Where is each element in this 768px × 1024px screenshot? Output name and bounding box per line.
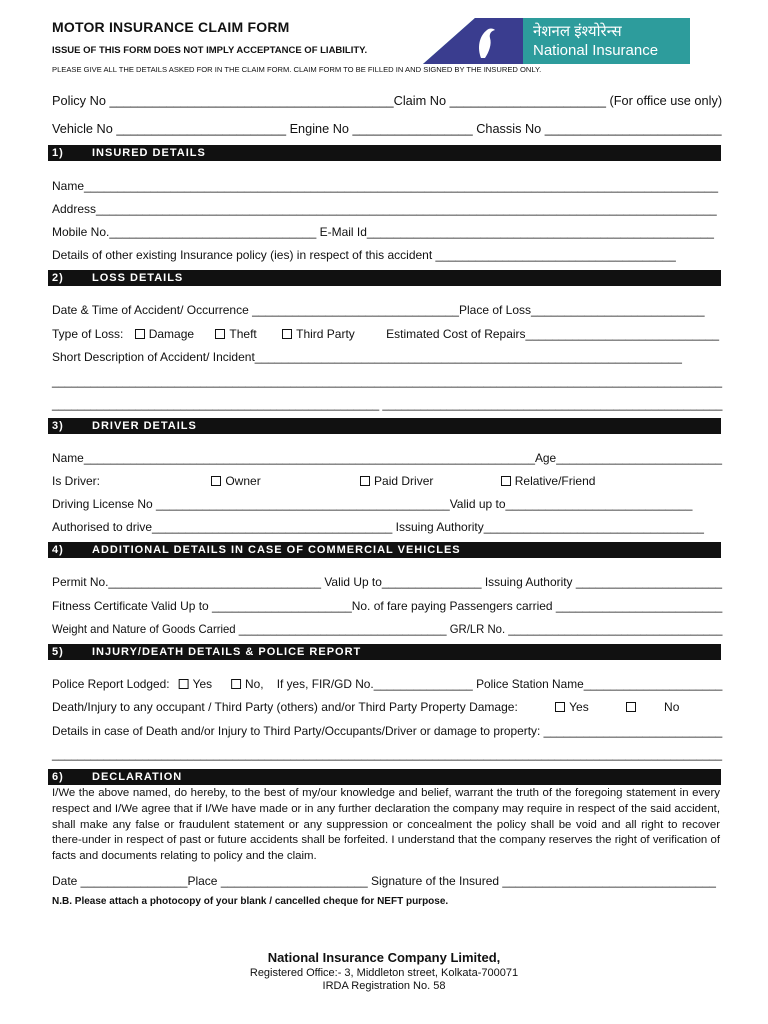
section-number: 5) — [52, 646, 64, 658]
company-logo — [423, 18, 690, 64]
accident-description-field[interactable]: Short Description of Accident/ Incident________________________________________________________________ — [52, 350, 682, 364]
third-party-checkbox[interactable] — [282, 329, 292, 339]
damage-checkbox[interactable] — [135, 329, 145, 339]
section-insured-details — [48, 145, 721, 161]
third-party-label: Third Party — [296, 327, 355, 341]
liability-notice: ISSUE OF THIS FORM DOES NOT IMPLY ACCEPTANCE OF LIABILITY. — [52, 45, 368, 56]
permit-field[interactable]: Permit No.________________________________ Valid Up to_______________ Issuing Authority ______________________ — [52, 575, 723, 589]
neft-note: N.B. Please attach a photocopy of your blank / cancelled cheque for NEFT purpose. — [52, 896, 449, 907]
type-of-loss-label: Type of Loss: — [52, 327, 124, 341]
owner-label: Owner — [225, 474, 261, 488]
driving-license-field[interactable]: Driving License No ____________________________________________Valid up to____________________________ — [52, 497, 693, 511]
section-number: 1) — [52, 147, 64, 159]
damage-label: Damage — [148, 327, 195, 341]
declaration-text: I/We the above named, do hereby, to the best of my/our knowledge and belief, warrant the truth of the foregoing statement in every respect and I/We agree that if I/We have made or in any further declaration the company may require in respect of the said accident, shall make any false or fraudulent statement or any suppression or concealment the policy shall be void and all right to recover there-under in respect of past or future accidents shall be forfeited. I understand that the company reserves the right of verification of facts and documents relating to policy and the claim. — [52, 787, 720, 863]
injury-no-checkbox[interactable] — [626, 702, 636, 712]
death-injury-row — [52, 700, 679, 714]
accident-datetime-field[interactable]: Date & Time of Accident/ Occurrence _______________________________Place of Loss__________________________ — [52, 303, 705, 317]
fill-instruction: PLEASE GIVE ALL THE DETAILS ASKED FOR IN THE CLAIM FORM. CLAIM FORM TO BE FILLED IN AND SIGNED BY THE INSURED ONLY. — [52, 65, 542, 74]
fitness-certificate-field[interactable]: Fitness Certificate Valid Up to _____________________No. of fare paying Passengers carried _________________________ — [52, 599, 723, 613]
goods-carried-field[interactable]: Weight and Nature of Goods Carried _________________________________ GR/LR No. __________________________________ — [52, 622, 723, 636]
injury-yes-label: Yes — [569, 700, 589, 714]
section-declaration — [48, 769, 721, 785]
section-driver-details — [48, 418, 721, 434]
death-injury-label: Death/Injury to any occupant / Third Party (others) and/or Third Party Property Damage: — [52, 700, 518, 714]
injury-no-label: No — [664, 700, 680, 714]
police-no-checkbox[interactable] — [231, 679, 241, 689]
section-number: 4) — [52, 544, 64, 556]
police-no-label: No, — [245, 677, 264, 691]
theft-label: Theft — [229, 327, 257, 341]
type-of-loss-row — [52, 327, 719, 341]
section-label: DRIVER DETAILS — [92, 420, 197, 432]
injury-yes-checkbox[interactable] — [555, 702, 565, 712]
insured-name-field[interactable]: Name_______________________________________________________________________________________________ — [52, 179, 719, 193]
police-yes-checkbox[interactable] — [179, 679, 189, 689]
death-injury-details-line[interactable]: ________________________________________________________________________________________________________ — [52, 747, 723, 761]
section-number: 2) — [52, 272, 64, 284]
description-line-1[interactable]: ________________________________________________________________________________________________________ — [52, 374, 723, 388]
police-report-label: Police Report Lodged: — [52, 677, 170, 691]
section-label: DECLARATION — [92, 771, 183, 783]
policy-claim-row[interactable]: Policy No ________________________________________Claim No ______________________ (For office use only) — [52, 93, 723, 108]
owner-checkbox[interactable] — [211, 476, 221, 486]
section-label: LOSS DETAILS — [92, 272, 184, 284]
police-yes-label: Yes — [192, 677, 213, 691]
death-injury-details-field[interactable]: Details in case of Death and/or Injury to Third Party/Occupants/Driver or damage to property: ___________________________ — [52, 724, 723, 738]
paid-driver-label: Paid Driver — [374, 474, 434, 488]
logo-mark-icon — [423, 18, 523, 64]
police-report-row — [52, 677, 722, 691]
is-driver-label: Is Driver: — [52, 474, 100, 488]
vehicle-engine-chassis-row[interactable]: Vehicle No ________________________ Engine No _________________ Chassis No _________________________ — [52, 121, 722, 136]
section-injury-police — [48, 644, 721, 660]
footer-registered-office: Registered Office:- 3, Middleton street, Kolkata-700071 — [249, 967, 519, 979]
date-place-signature-row[interactable]: Date ________________Place ______________________ Signature of the Insured ________________________________ — [52, 874, 716, 888]
relative-friend-checkbox[interactable] — [501, 476, 511, 486]
fir-station-field[interactable]: If yes, FIR/GD No._______________ Police Station Name_____________________ — [276, 677, 723, 691]
footer-irda-registration: IRDA Registration No. 58 — [322, 980, 446, 992]
section-loss-details — [48, 270, 721, 286]
section-commercial-details — [48, 542, 721, 558]
section-number: 6) — [52, 771, 64, 783]
relative-friend-label: Relative/Friend — [514, 474, 596, 488]
section-label: INSURED DETAILS — [92, 147, 206, 159]
authorised-to-drive-field[interactable]: Authorised to drive____________________________________ Issuing Authority_________________________________ — [52, 520, 704, 534]
mobile-email-field[interactable]: Mobile No._______________________________ E-Mail Id____________________________________________________ — [52, 225, 714, 239]
is-driver-row — [52, 474, 595, 488]
logo-english-text: National Insurance — [533, 42, 659, 59]
description-line-2[interactable]: ___________________________________________________ _____________________________________________________ — [52, 397, 723, 411]
footer-company-name: National Insurance Company Limited, — [267, 950, 501, 965]
paid-driver-checkbox[interactable] — [360, 476, 370, 486]
form-title: MOTOR INSURANCE CLAIM FORM — [52, 19, 290, 35]
insured-address-field[interactable]: Address_____________________________________________________________________________________________ — [52, 202, 717, 216]
section-label: ADDITIONAL DETAILS IN CASE OF COMMERCIAL VEHICLES — [92, 544, 461, 556]
section-label: INJURY/DEATH DETAILS & POLICE REPORT — [92, 646, 362, 658]
other-policy-field[interactable]: Details of other existing Insurance policy (ies) in respect of this accident ____________________________________ — [52, 248, 676, 262]
theft-checkbox[interactable] — [215, 329, 225, 339]
estimated-cost-field[interactable]: Estimated Cost of Repairs_____________________________ — [386, 327, 720, 341]
section-number: 3) — [52, 420, 64, 432]
logo-hindi-text: नेशनल इंश्योरेन्स — [533, 23, 622, 40]
driver-name-age-field[interactable]: Name____________________________________________________________________Age_________________________ — [52, 451, 723, 465]
